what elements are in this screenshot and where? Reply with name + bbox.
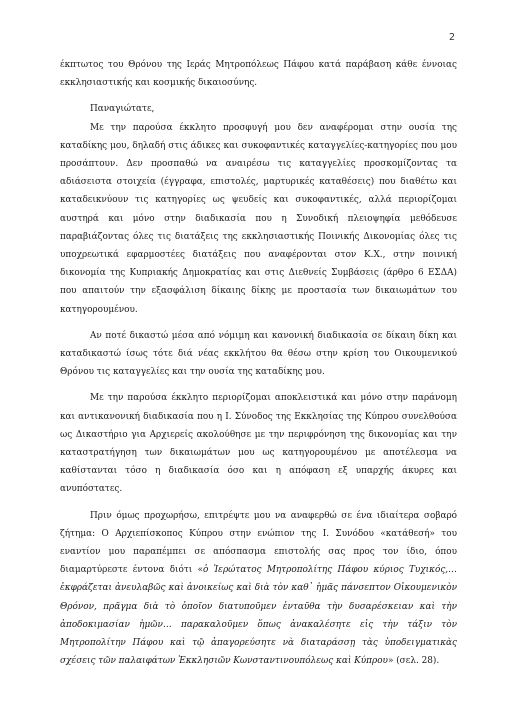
paragraph-intro: έκπτωτος του Θρόνου της Ιεράς Μητροπόλεως Πάφου κατά παράβαση κάθε έννοιας εκκλησιαστικής και κοσμικής δικαιοσύνης. [60, 60, 457, 89]
document-body [60, 56, 457, 679]
letter-quotation: ὁ Ἱερώτατος Μητροπολίτης Πάφου κύριος Τυχικός,… ἐκφράζεται ἀνευλαβῶς καὶ ἀνοικείως καὶ διὰ τὸν καθ᾽ ἡμᾶς πάνσεπτον Οἰκουμενικὸν Θρόνον, πρᾶγμα διὰ τὸ ὁποῖον διατυποῦμεν ἐνταῦθα τὴν δυσαρέσκειαν καὶ τὴν ἀποδοκιμασίαν ἡμῶν… παρακαλοῦμεν ὅπως ἀνακαλέσητε εἰς τὴν τάξιν τὸν Μητροπολίτην Πάφου καὶ τῷ ἀπαγορεύσητε νὰ διαταράσσῃ τὰς ὑποδειγματικὰς σχέσεις τῶν παλαιφάτων Ἐκκλησιῶν Κωνσταντινουπόλεως καὶ Κύπρου [60, 565, 457, 667]
paragraph-archbishop-letter [60, 507, 457, 671]
paragraph-appeal-scope: Με την παρούσα έκκλητο προσφυγή μου δεν αναφέρομαι στην ουσία της καταδίκης μου, δηλαδή στις άδικες και συκοφαντικές καταγγελίες-κατηγορίες που μου προσάπτουν. Δεν προσπαθώ να αναιρέσω τις καταγγελίες προσκομίζοντας τα αδιάσειστα στοιχεία (έγγραφα, επιστολές, μαρτυρικές καταθέσεις) που διαθέτω και καταδεικνύουν τις κατηγορίες ως ψευδείς και συκοφαντικές, αλλά περιορίζομαι αυστηρά και μόνο στην διαδικασία που η Συνοδική πλειοψηφία μεθόδευσε παραβιάζοντας όλες τις διατάξεις της εκκλησιαστικής Ποινικής Δικονομίας όλες τις υποχρεωτικά εφαρμοστέες διατάξεις που αναφέρονται στον Κ.Χ., στην ποινική δικονομία της Κυπριακής Δημοκρατίας και στις Διεθνείς Συμβάσεις (άρθρο 6 ΕΣΔΑ) που απαιτούν την εξασφάλιση δίκαιης δίκης με προστασία των δικαιωμάτων του κατηγορουμένου. [60, 122, 457, 315]
salutation: Παναγιώτατε, [90, 104, 155, 115]
letter-lead-text: Πριν όμως προχωρήσω, επιτρέψτε μου να αναφερθώ σε ένα ιδιαίτερα σοβαρό ζήτημα: Ο Αρχιεπίσκοπος Κύπρου στην ενώπιον της Ι. Συνόδου «κατάθεσή» του εναντίον μου παραπέμπει σε απόσπασμα επιστολής σας προς τον ίδιο, όπου διαμαρτύρεστε έντονα διότι « [60, 510, 457, 576]
paragraph-future-trial: Αν ποτέ δικαστώ μέσα από νόμιμη και κανονική διαδικασία σε δίκαιη δίκη και καταδικαστώ ίσως τότε διά νέας εκκλήτου θα θέσω στην κρίση του Οικουμενικού Θρόνου τις καταγγελίες και την ουσία της καταδίκης μου. [60, 330, 457, 378]
page-number: 2 [448, 32, 455, 43]
paragraph-procedure: Με την παρούσα έκκλητο περιορίζομαι αποκλειστικά και μόνο στην παράνομη και αντικανονική διαδικασία που η Ι. Σύνοδος της Εκκλησίας της Κύπρου συνελθούσα ως Δικαστήριο για Αρχιερείς ακολούθησε με την περιφρόνηση της δικονομίας και την καταστρατήγηση των δικαιωμάτων μου ως κατηγορουμένου με αποτέλεσμα να καθίστανται τόσο η διαδικασία όσο και η απόφαση εξ υπαρχής άκυρες και ανυπόστατες. [60, 393, 457, 495]
letter-citation: » (σελ. 28). [387, 656, 440, 667]
